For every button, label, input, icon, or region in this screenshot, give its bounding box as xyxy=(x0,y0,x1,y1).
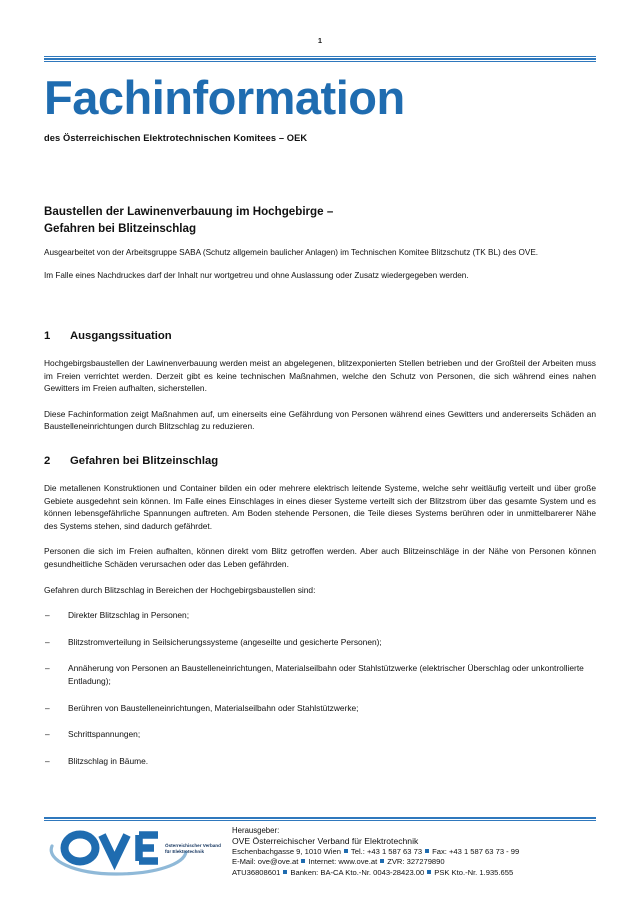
page-number: 1 xyxy=(317,36,323,45)
list-dash-icon: – xyxy=(45,663,50,674)
list-item xyxy=(44,702,596,715)
hazard-list xyxy=(44,609,596,767)
intro-paragraph-1: Ausgearbeitet von der Arbeitsgruppe SABA (Schutz allgemein baulicher Anlagen) im Technischen Komitee Blitzschutz (TK BL) des OVE. xyxy=(44,248,539,257)
separator-square-icon xyxy=(427,870,431,874)
publisher-email: E-Mail: ove@ove.at xyxy=(232,857,299,867)
logo-tagline-line-1: Österreichischer Verband xyxy=(165,843,221,848)
ove-logo xyxy=(44,826,230,880)
publisher-heading: Herausgeber: xyxy=(232,826,280,835)
separator-square-icon xyxy=(283,870,287,874)
list-item-label: Annäherung von Personen an Baustelleneinrichtungen, Materialseilbahn oder Stahlstützwerke (elektrischer Überschlag oder unkontrollierte Entladung); xyxy=(68,663,584,686)
document-title-line-1: Baustellen der Lawinenverbauung im Hochgebirge – xyxy=(44,205,334,218)
masthead xyxy=(44,72,596,143)
publisher-address: Eschenbachgasse 9, 1010 Wien xyxy=(232,846,341,856)
publisher-fax: Fax: +43 1 587 63 73 - 99 xyxy=(432,846,520,856)
separator-square-icon xyxy=(344,849,348,853)
separator-square-icon xyxy=(425,849,429,853)
document-title-line-2: Gefahren bei Blitzeinschlag xyxy=(44,222,197,235)
section-title-2: Gefahren bei Blitzeinschlag xyxy=(70,454,219,467)
publisher-psk: PSK Kto.-Nr. 1.935.655 xyxy=(434,867,514,877)
section-heading-1 xyxy=(44,330,596,342)
header-divider xyxy=(44,56,596,62)
list-dash-icon: – xyxy=(45,755,50,766)
masthead-title: Fachinformation xyxy=(44,71,405,124)
separator-square-icon xyxy=(301,859,305,863)
list-item-label: Direkter Blitzschlag in Personen; xyxy=(68,610,190,621)
section-2-paragraph-1: Die metallenen Konstruktionen und Container bilden ein oder mehrere elektrisch leitende Systeme, welche sehr weitläufig verteilt und über große Gebiete ausgedehnt sein können. Im Falle eines Einschlages in eines dieser Systeme verteilt sich der Blitzstrom über das gesamte System und es können lebensgefährliche Spannungen auftreten. Am Boden stehende Personen, die Teile dieses Systems berühren oder in unmittelbarerer Nähe des Systems stehen, sind dadurch gefährdet. xyxy=(44,482,596,531)
list-dash-icon: – xyxy=(45,610,50,621)
list-item-label: Blitzschlag in Bäume. xyxy=(68,755,149,766)
section-spacer xyxy=(44,446,596,455)
publisher-organisation: OVE Österreichischer Verband für Elektrotechnik xyxy=(232,836,419,847)
masthead-subtitle: des Österreichischen Elektrotechnischen Komitees – OEK xyxy=(44,133,308,143)
intro-block xyxy=(44,247,596,294)
list-dash-icon: – xyxy=(45,702,50,713)
publisher-contact-line-2 xyxy=(232,857,596,867)
publisher-zvr: ZVR: 327279890 xyxy=(387,857,445,867)
footer-divider xyxy=(44,817,596,821)
list-item xyxy=(44,728,596,741)
publisher-contact-line-3 xyxy=(232,868,596,878)
list-dash-icon: – xyxy=(45,729,50,740)
list-item-label: Schrittspannungen; xyxy=(68,729,141,740)
section-1-paragraph-1: Hochgebirgsbaustellen der Lawinenverbauung werden meist an abgelegenen, blitzexponierten Stellen betrieben und der Großteil der Arbeiten muss im Freien verrichtet werden. Derzeit gibt es keine technischen Maßnahmen, welche den Schutz von Personen, die sich während eines nahen Gewitters im Freien aufhalten, sicherstellen. xyxy=(44,358,596,394)
intro-paragraph-2: Im Falle eines Nachdruckes darf der Inhalt nur wortgetreu und ohne Auslassung oder Zusatz wiedergegeben werden. xyxy=(44,271,469,281)
list-item xyxy=(44,609,596,622)
page-footer xyxy=(44,826,596,880)
logo-tagline-line-2: für Elektrotechnik xyxy=(165,849,205,854)
list-item xyxy=(44,662,596,687)
list-item-label: Blitzstromverteilung in Seilsicherungssysteme (angeseilte und gesicherte Personen); xyxy=(68,636,382,647)
section-number-2: 2 xyxy=(44,454,51,467)
document-body xyxy=(44,330,596,781)
publisher-block xyxy=(230,826,596,878)
section-title-1: Ausgangssituation xyxy=(70,330,172,342)
section-number-1: 1 xyxy=(44,330,51,342)
section-1-paragraph-2: Diese Fachinformation zeigt Maßnahmen auf, um einerseits eine Gefährdung von Personen während eines Gewitters und andererseits Schäden an Baustelleneinrichtungen durch Blitzschlag zu reduzieren. xyxy=(44,408,596,432)
list-item-label: Berühren von Baustelleneinrichtungen, Materialseilbahn oder Stahlstützwerke; xyxy=(68,702,359,713)
publisher-internet: Internet: www.ove.at xyxy=(308,857,378,867)
separator-square-icon xyxy=(380,859,384,863)
document-title xyxy=(44,203,596,237)
publisher-atu: ATU36808601 xyxy=(232,867,281,877)
list-item xyxy=(44,755,596,768)
section-heading-2 xyxy=(44,455,596,467)
section-2-list-lead-in: Gefahren durch Blitzschlag in Bereichen der Hochgebirgsbaustellen sind: xyxy=(44,584,316,595)
publisher-contact-line-1 xyxy=(232,847,596,857)
section-2-paragraph-2: Personen die sich im Freien aufhalten, können direkt vom Blitz getroffen werden. Aber auch Blitzeinschläge in der Nähe von Personen können gesundheitliche Schäden verursachen oder das Leben gefährden. xyxy=(44,546,596,569)
list-dash-icon: – xyxy=(45,636,50,647)
publisher-bank: Banken: BA-CA Kto.-Nr. 0043-28423.00 xyxy=(290,867,425,877)
ove-logo-icon xyxy=(44,826,230,880)
list-item xyxy=(44,636,596,649)
publisher-phone: Tel.: +43 1 587 63 73 xyxy=(350,846,423,856)
